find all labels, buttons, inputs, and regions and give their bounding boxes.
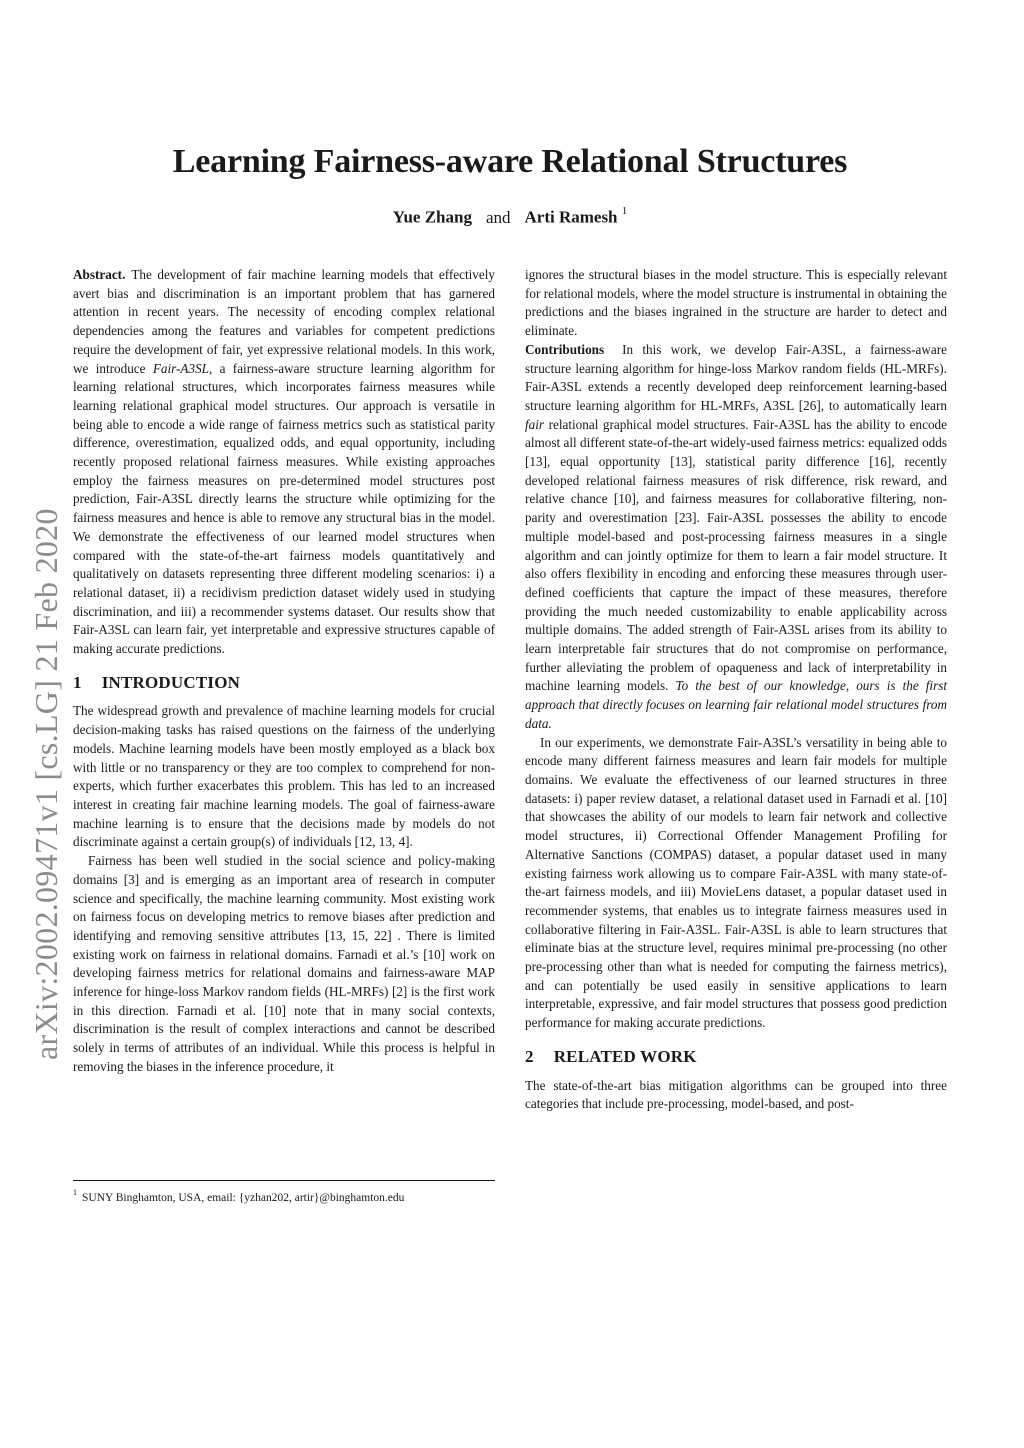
- abstract-text-b: , a fairness-aware structure learning algorithm for learning relational structures, which incorporates fairness measures while learning relational graphical model structures. Our approach is versatile in being able to encode a wide range of fairness metrics such as statistical parity difference, overestimation, equalized odds, and equal opportunity, including recently proposed relational fairness measures. While existing approaches employ the fairness measures on pre-determined model structures post prediction, Fair-A3SL directly learns the structure while optimizing for the fairness measures and hence is able to remove any structural bias in the model. We demonstrate the effectiveness of our learned model structures when compared with the state-of-the-art fairness models quantitatively and qualitatively on datasets representing three different modeling scenarios: i) a relational dataset, ii) a recidivism prediction dataset widely used in studying discrimination, and iii) a recommender systems dataset. Our results show that Fair-A3SL can learn fair, yet interpretable and expressive structures capable of making accurate predictions.: [73, 360, 495, 657]
- contributions-text-a: In this work, we develop Fair-A3SL, a fairness-aware structure learning algorithm for hinge-loss Markov random fields (HL-MRFs). Fair-A3SL extends a recently developed deep reinforcement learning-based structure learning algorithm for HL-MRFs, A3SL [26], to automatically learn: [525, 341, 947, 413]
- abstract-label: Abstract.: [73, 267, 126, 282]
- abstract-method-name: Fair-A3SL: [152, 360, 209, 376]
- intro-section-number: 1: [73, 672, 82, 692]
- contributions-label: Contributions: [525, 341, 605, 357]
- paper-title: Learning Fairness-aware Relational Structures: [172, 143, 848, 180]
- author-conjunction: and: [485, 207, 511, 227]
- related-work-heading: [525, 1048, 947, 1067]
- left-column: [73, 266, 495, 1077]
- intro-heading: [73, 674, 495, 693]
- contributions-emphasis-fair: fair: [525, 416, 545, 432]
- abstract: [73, 266, 495, 659]
- related-section-title: RELATED WORK: [553, 1046, 697, 1066]
- contributions-paragraph-2: In our experiments, we demonstrate Fair-A3SL’s versatility in being able to encode many different fairness measures and learn fair models for multiple domains. We evaluate the effectiveness of our learned structures in three datasets: i) paper review dataset, a relational dataset used in Farnadi et al. [10] that showcases the ability of our models to learn fair network and collective model structures, ii) Correctional Offender Management Profiling for Alternative Sanctions (COMPAS) dataset, a popular dataset used in many existing fairness work allowing us to compare Fair-A3SL with many state-of-the-art fairness models, and iii) MovieLens dataset, a popular dataset used in recommender systems, that enables us to integrate fairness measures used in collaborative filtering in Fair-A3SL. Fair-A3SL is able to learn structures that eliminate bias at the structure level, requires minimal pre-processing (no other pre-processing other than what is needed for computing the fairness metrics), and can potentially be used easily in sensitive applications to learn interpretable, expressive, and fair model structures that possess good prediction performance for making accurate predictions.: [525, 734, 947, 1031]
- affiliation-mark: 1: [621, 205, 628, 217]
- contributions-text-b: relational graphical model structures. Fair-A3SL has the ability to encode almost all different state-of-the-art widely-used fairness metrics: equalized odds [13], equal opportunity [13], statistical parity difference [16], recently developed relational fairness measures of risk difference, risk reward, and relative chance [10], and fairness measures for collaborative filtering, non-parity and overestimation [23]. Fair-A3SL possesses the ability to encode multiple model-based and post-processing fairness measures in a single algorithm and can jointly optimize for them to learn a fair model structure. It also offers flexibility in encoding and enforcing these measures through user-defined coefficients that capture the impact of these measures, therefore providing the much needed customizability to enable applicability across multiple domains. The added strength of Fair-A3SL arises from its ability to learn interpretable fair structures that do not compromise on performance, further alleviating the problem of opaqueness and lack of interpretability in machine learning models.: [525, 416, 947, 694]
- intro-paragraph-2: Fairness has been well studied in the social science and policy-making domains [3] and is emerging as an important area of research in computer science and specifically, the machine learning community. Most existing work on fairness focus on developing metrics to remove biases after prediction and identifying and removing sensitive attributes [13, 15, 22] . There is limited existing work on fairness in relational domains. Farnadi et al.’s [10] work on developing fairness metrics for relational domains and fairness-aware MAP inference for hinge-loss Markov random fields (HL-MRFs) [2] is the first work in this direction. Farnadi et al. [10] note that in many social contexts, discrimination is the result of complex interactions and cannot be described solely in terms of attributes of an individual. While this process is helpful in removing the biases in the inference procedure, it: [73, 853, 495, 1074]
- author-line: [0, 207, 1020, 228]
- intro-paragraph-2-continued: ignores the structural biases in the model structure. This is especially relevant for relational models, where the model structure is instrumental in obtaining the predictions and the biases ingrained in the structure are harder to detect and eliminate.: [525, 267, 947, 339]
- intro-paragraph-1: The widespread growth and prevalence of machine learning models for crucial decision-making tasks has raised questions on the fairness of the underlying models. Machine learning models have been mostly employed as a black box with little or no transparency or they are too complex to comprehend for non-experts, which further exacerbates this problem. This has led to an increased interest in creating fair machine learning models. The goal of fairness-aware machine learning is to ensure that the decisions made by models do not discriminate against a certain group(s) of individuals [12, 13, 4].: [73, 703, 495, 850]
- related-work-paragraph-1: The state-of-the-art bias mitigation algorithms can be grouped into three categories that include pre-processing, model-based, and post-: [525, 1077, 947, 1112]
- related-section-number: 2: [525, 1046, 534, 1066]
- intro-section-title: INTRODUCTION: [101, 672, 241, 692]
- footnote-mark: 1: [73, 1188, 77, 1197]
- contributions-paragraph: [525, 341, 947, 734]
- footnote-text: SUNY Binghamton, USA, email: {yzhan202, artir}@binghamton.edu: [82, 1191, 405, 1204]
- footnote-rule: [73, 1180, 495, 1181]
- author-name-1: Yue Zhang: [392, 207, 472, 227]
- author-name-2: Arti Ramesh: [524, 207, 618, 227]
- right-column: [525, 266, 947, 1114]
- footnote: [73, 1180, 495, 1206]
- contributions-emphasis-claim: To the best of our knowledge, ours is the first approach that directly focuses on learning fair relational model structures from data.: [525, 678, 947, 731]
- abstract-text-a: The development of fair machine learning models that effectively avert bias and discrimination is an important problem that has garnered attention in recent years. The necessity of encoding complex relational dependencies among the features and variables for competent predictions require the development of fair, yet expressive relational models. In this work, we introduce: [73, 267, 495, 376]
- arxiv-stamp: arXiv:2002.09471v1 [cs.LG] 21 Feb 2020: [28, 508, 64, 1060]
